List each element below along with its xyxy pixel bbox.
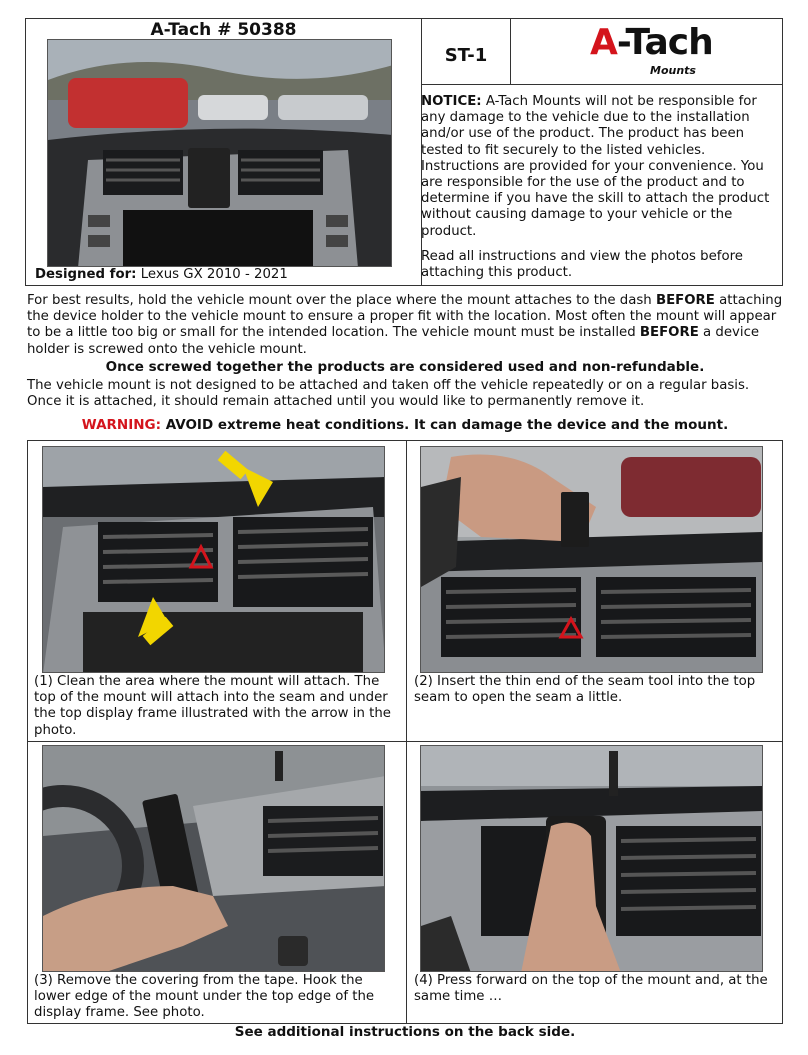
brand-sub: Mounts — [650, 64, 696, 77]
designed-for: Designed for: Lexus GX 2010 - 2021 — [35, 267, 288, 282]
notice-text: NOTICE: A-Tach Mounts will not be responsible for any damage to the vehicle due to the installation and/or use of the product. The product has been tested to fit securely to the listed vehicles. Instructions are provided for your convenience. You are responsible for the use of the product and to determine if you have the skill to attach the product without causing damage to your vehicle or the product. — [421, 94, 770, 239]
product-title: A-Tach # 50388 — [150, 20, 297, 40]
reuse-paragraph: The vehicle mount is not designed to be attached and taken off the vehicle repeatedly or on a regular basis. Once it is attached, it should remain attached until you would like to permanently remove it. — [27, 378, 750, 410]
intro-paragraph: For best results, hold the vehicle mount over the place where the mount attaches to the dash BEFORE attaching the device holder to the vehicle mount to ensure a proper fit with the location. Most often the mount will appear to be a little too big or small for the intended location. The vehicle mount must be installed BEFORE a device holder is screwed onto the vehicle mount. — [27, 293, 783, 357]
step-4-photo — [420, 745, 763, 972]
product-code: ST-1 — [444, 45, 488, 66]
step-3-photo — [42, 745, 385, 972]
step-2-photo — [420, 446, 763, 673]
footer-note: See additional instructions on the back side. — [234, 1024, 576, 1040]
brand-logo: A-Tach — [590, 22, 713, 63]
step-3-caption: (3) Remove the covering from the tape. Hook the lower edge of the mount under the top edge of the display frame. See photo. — [34, 973, 375, 1021]
read-instructions: Read all instructions and view the photos before attaching this product. — [421, 249, 743, 281]
vehicle-photo — [47, 39, 392, 267]
step-4-caption: (4) Press forward on the top of the mount and, at the same time … — [414, 973, 768, 1005]
grid-divider-vertical — [406, 440, 407, 1024]
grid-divider-horizontal — [27, 741, 783, 742]
non-refundable-note: Once screwed together the products are considered used and non-refundable. — [105, 359, 705, 375]
header-divider-code — [510, 18, 511, 84]
step-1-caption: (1) Clean the area where the mount will attach. The top of the mount will attach into the seam and under the top display frame illustrated with the arrow in the photo. — [34, 674, 391, 738]
step-1-photo — [42, 446, 385, 673]
header-divider-horizontal — [421, 84, 783, 85]
step-2-caption: (2) Insert the thin end of the seam tool into the top seam to open the seam a little. — [414, 674, 756, 706]
warning-line: WARNING: AVOID extreme heat conditions. It can damage the device and the mount. — [81, 417, 729, 433]
